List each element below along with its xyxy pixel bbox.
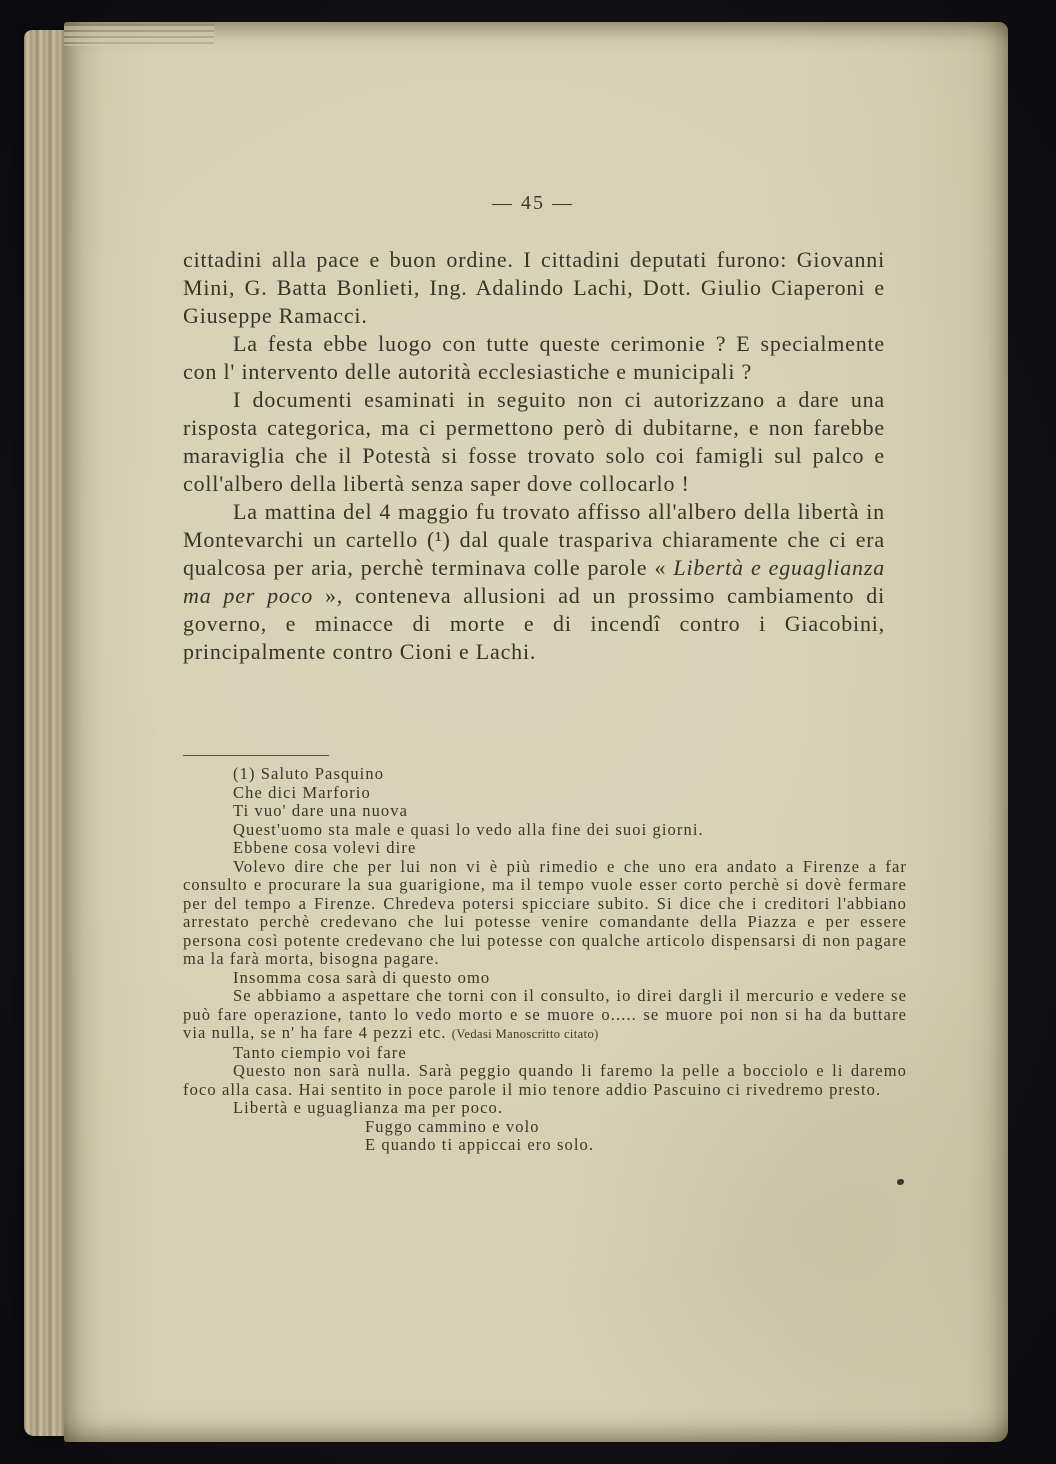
footnote-line: Libertà e uguaglianza ma per poco. <box>233 1098 504 1117</box>
footnote-verse-line: E quando ti appiccai ero solo. <box>365 1135 595 1154</box>
paragraph-4-text-before: La mattina del 4 maggio fu trovato affisso all'albero della libertà in Montevarchi un cartello (¹) dal quale traspariva chiaramente che ci era qualcosa per aria, perchè terminava colle parole « <box>183 499 885 580</box>
footnote-line: (1) Saluto Pasquino <box>233 764 385 783</box>
footnote-line <box>183 987 907 1044</box>
footnote-verse-line: Fuggo cammino e volo <box>365 1116 540 1136</box>
footnote-line: Ti vuo' dare una nuova <box>233 801 409 820</box>
manuscript-citation-note: (Vedasi Manoscritto citato) <box>451 1027 599 1041</box>
footnote-line-text: Se abbiamo a aspettare che torni con il consulto, io direi dargli il mercurio e vedere se può fare operazione, tanto lo vedo morto e se muore o..... se muore poi non si ha da buttare via nulla, se n' ha fare 4 pezzi etc. <box>183 986 907 1042</box>
paragraph-3: I documenti esaminati in seguito non ci autorizzano a dare una risposta categorica, ma ci permettono però di dubitarne, e non farebbe maraviglia che il Potestà si fosse trovato solo coi famigli sul palco e coll'albero della libertà senza saper dove collocarlo ! <box>183 387 885 496</box>
page-corner-edge-streaks <box>64 24 214 46</box>
footnote-block <box>183 765 907 1155</box>
footnote-separator <box>183 755 329 756</box>
footnote-line: Tanto ciempio voi fare <box>233 1042 407 1062</box>
footnote-line: Insomma cosa sarà di questo omo <box>233 967 491 987</box>
footnote-line: Questo non sarà nulla. Sarà peggio quando li faremo la pelle a bocciolo e li daremo foco alla casa. Hai sentito in poce parole il mio tenore addio Pascuino ci rivedremo presto. <box>183 1061 907 1099</box>
paragraph-4-italic-quote: Libertà e eguaglianza ma per poco <box>183 555 886 608</box>
footnote-line: Quest'uomo sta male e quasi lo vedo alla fine dei suoi giorni. <box>233 819 704 839</box>
ink-speck <box>897 1179 904 1185</box>
page-number: — 45 — <box>492 192 574 214</box>
main-text-block <box>183 246 885 666</box>
paragraph-4 <box>183 498 885 666</box>
paragraph-2: La festa ebbe luogo con tutte queste cerimonie ? E specialmente con l' intervento delle autorità ecclesiastiche e municipali ? <box>183 331 885 384</box>
footnote-line: Volevo dire che per lui non vi è più rimedio e che uno era andato a Firenze a far consulto e procurare la sua guarigione, ma il tempo vuole esser corto perchè si dovè fermare per del tempo a Firenze. Chredeva potersi spicciare subito. Si dice che i creditori l'abbiano arrestato perchè credevano che lui potesse venire comandante della Piazza e per essere persona così potente credevano che lui potesse con qualche articolo dispensarsi di non pagare ma la farà morta, bisogna pagare. <box>183 856 907 968</box>
footnote-line: Che dici Marforio <box>233 782 371 802</box>
paragraph-1: cittadini alla pace e buon ordine. I cittadini deputati furono: Giovanni Mini, G. Batta Bonlieti, Ing. Adalindo Lachi, Dott. Giulio Ciaperoni e Giuseppe Ramacci. <box>183 247 885 328</box>
book-page <box>64 22 1008 1442</box>
footnote-line: Ebbene cosa volevi dire <box>233 838 417 857</box>
paragraph-4-text-after: », conteneva allusioni ad un prossimo cambiamento di governo, e minacce di morte e di incendî contro i Giacobini, principalmente contro Cioni e Lachi. <box>183 583 886 664</box>
